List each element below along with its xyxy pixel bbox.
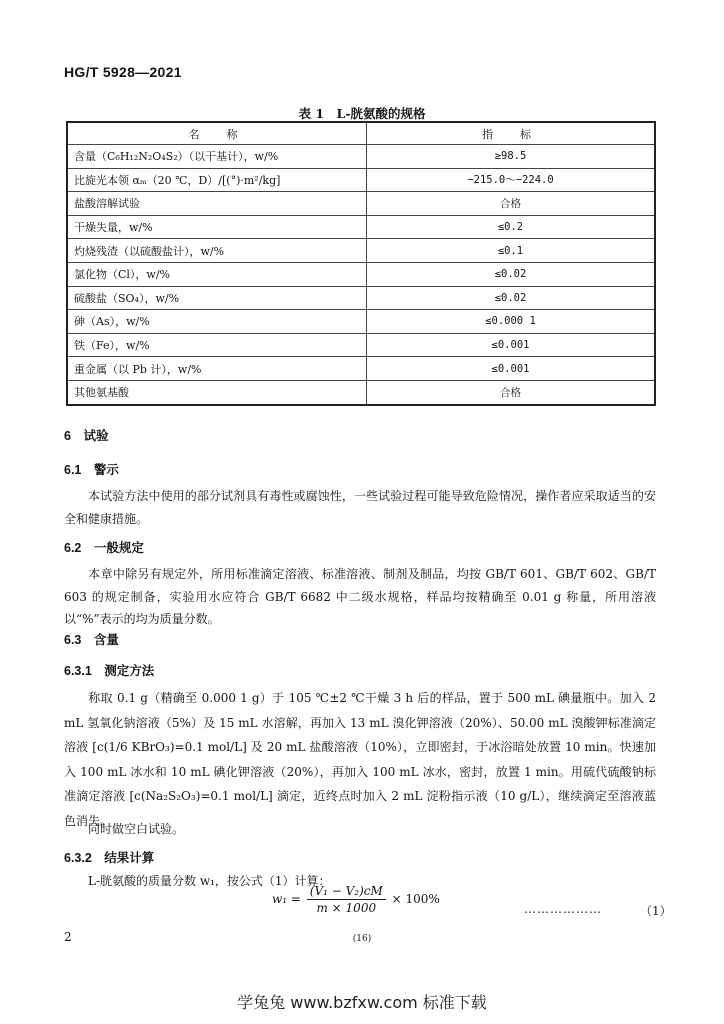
table-row [67,286,655,310]
standard-number: HG/T 5928—2021 [64,64,182,80]
row-name: 含量（C₆H₁₂N₂O₄S₂）（以干基计），w/% [67,145,367,169]
table-header-row [67,122,655,145]
row-name: 硫酸盐（SO₄），w/% [67,286,367,310]
section-6-3-heading: 6.3 含量 [64,633,119,647]
row-value: ≤0.2 [367,215,656,239]
section-6-1-heading: 6.1 警示 [64,463,119,477]
column-header-name: 名 称 [67,122,367,145]
watermark-footer: 学兔兔 www.bzfxw.com 标准下载 [237,993,487,1012]
table-row [67,357,655,381]
row-name: 重金属（以 Pb 计），w/% [67,357,367,381]
table-row [67,215,655,239]
formula-denominator: m × 1000 [316,901,377,915]
table-row [67,380,655,404]
row-value: −215.0～−224.0 [367,168,656,192]
concentration-kbro3: [c(1/6 KBrO₃)=0.1 mol/L] [92,740,247,754]
blank-test-text: 同时做空白试验。 [88,822,185,836]
table-caption: 表 1 L-胱氨酸的规格 [298,106,426,121]
specification-table [66,121,656,406]
page-bottom-mark: (16) [352,934,372,944]
row-name: 铁（Fe），w/% [67,333,367,357]
table-row [67,168,655,192]
row-value: ≥98.5 [367,145,656,169]
formula-leader-dots: ……………… [524,902,602,916]
formula-numerator: (V₁ − V₂)cM [307,884,386,900]
section-6-2-text: 本章中除另有规定外，所用标准滴定溶液、标准溶液、制剂及制品，均按 GB/T 601、GB/T 602、GB/T 603 的规定制备，实验用水应符合 GB/T 6682 中二级水规格，样品均按精确至 0.01 g 称量，所用溶液以“%”表示的均为质量分数。 [64,567,656,626]
section-6-3-1-heading: 6.3.1 测定方法 [64,664,155,678]
formula-tail: × 100% [391,892,440,906]
row-value: ≤0.02 [367,286,656,310]
page-number: 2 [64,930,72,944]
section-6-2-heading: 6.2 一般规定 [64,541,144,555]
row-value: 合格 [367,380,656,404]
section-6-3-1-text: 称取 0.1 g（精确至 0.000 1 g）于 105 ℃±2 ℃干燥 3 h 后的样品，置于 500 mL 碘量瓶中。加入 2 mL 氢氧化钠溶液（5%）及 15 mL 水溶解，再加入 13 mL 溴化钾溶液（20%）、50.00 mL 溴酸钾标准滴定溶液 [c(1/6 KBrO₃)=0.1 mol/L] 及 20 mL 盐酸溶液（10%），立即密封，于冰浴暗处放置 10 min。快速加入 100 mL 冰水和 10 mL 碘化钾溶液（20%），再加入 100 mL 冰水，密封，放置 1 min。用硫代硫酸钠标准滴定溶液 [c(Na₂S₂O₃)=0.1 mol/L] 滴定，近终点时加入 2 mL 淀粉指示液（10 g/L），继续滴定至溶液蓝色消失。 [64,691,656,828]
row-name: 砷（As），w/% [67,310,367,334]
row-name: 盐酸溶解试验 [67,192,367,216]
row-value: ≤0.001 [367,357,656,381]
formula-lhs: w₁ = [272,892,301,906]
section-6-1-text: 本试验方法中使用的部分试剂具有毒性或腐蚀性，一些试验过程可能导致危险情况，操作者应采取适当的安全和健康措施。 [64,489,656,526]
row-name: 灼烧残渣（以硫酸盐计），w/% [67,239,367,263]
row-name: 干燥失量，w/% [67,215,367,239]
row-name: 比旋光本领 αₘ（20 ℃，D）/[(°)·m²/kg] [67,168,367,192]
row-value: ≤0.001 [367,333,656,357]
formula-number: （1） [640,904,672,918]
section-6-heading: 6 试验 [64,429,109,443]
table-row [67,333,655,357]
section-6-3-2-text: L-胱氨酸的质量分数 w₁，按公式（1）计算： [88,874,331,888]
row-value: ≤0.000 1 [367,310,656,334]
table-row [67,145,655,169]
formula-1 [272,884,440,915]
table-row [67,262,655,286]
table-row [67,310,655,334]
table-row [67,239,655,263]
row-value: 合格 [367,192,656,216]
row-name: 氯化物（Cl），w/% [67,262,367,286]
column-header-value: 指 标 [367,122,656,145]
row-value: ≤0.02 [367,262,656,286]
row-name: 其他氨基酸 [67,380,367,404]
row-value: ≤0.1 [367,239,656,263]
section-6-3-2-heading: 6.3.2 结果计算 [64,851,155,865]
formula-fraction [307,884,386,915]
table-row [67,192,655,216]
